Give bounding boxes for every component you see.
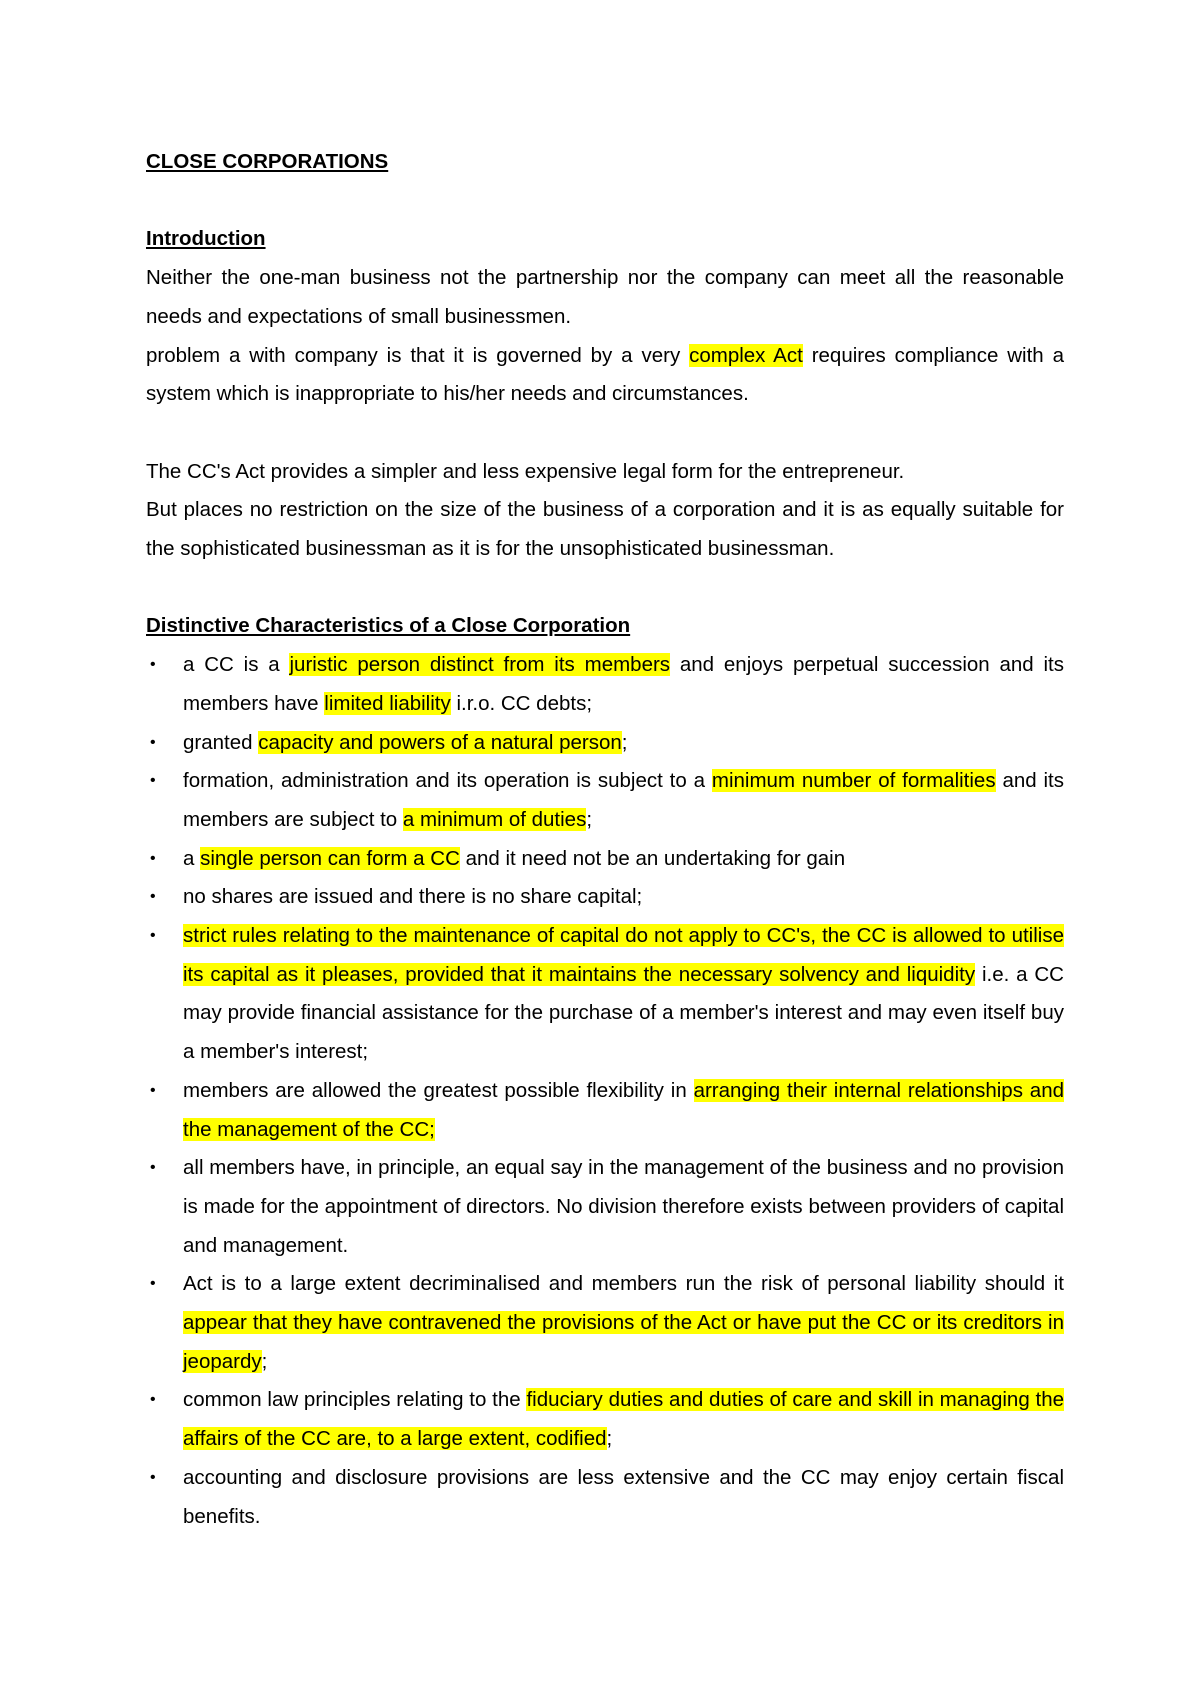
bullet-icon: • [150,656,156,674]
text-run: ; [606,1427,613,1451]
highlighted-text: arranging their internal relationships and the management of the CC; [183,1078,1064,1141]
highlighted-text: strict rules relating to the maintenance of capital do not apply to CC's, the CC is allowed to utilise its capital as it pleases, provided that it maintains the necessary solvency and liquidity [183,924,1064,986]
text-run: and enjoys perpetual succession and its members have [183,653,1065,715]
list-item [146,1459,1064,1536]
highlighted-text: minimum number of formalities [711,769,996,793]
bullet-icon: • [150,733,156,751]
document-title: CLOSE CORPORATIONS [146,150,389,173]
list-item [146,1381,1064,1458]
section-spacer [146,569,1064,608]
introduction-paragraph [146,453,1064,492]
list-item [146,1149,1064,1265]
introduction-paragraph [146,259,1064,336]
highlighted-text: appear that they have contravened the provisions of the Act or have put the CC or its creditors in jeopardy [183,1311,1064,1373]
text-run: Act is to a large extent decriminalised and members run the risk of personal liability should it [183,1272,1064,1296]
highlighted-text: capacity and powers of a natural person [258,730,622,754]
bullet-icon: • [150,772,156,790]
list-item [146,762,1064,839]
bullet-icon: • [150,927,156,945]
text-run: members are allowed the greatest possible flexibility in [183,1078,694,1102]
paragraph-spacer [146,414,1064,453]
bullet-icon: • [150,1159,156,1177]
introduction-paragraph [146,491,1064,568]
bullet-icon: • [150,1275,156,1293]
text-run: and it need not be an undertaking for gain [459,846,846,870]
list-item [146,646,1064,723]
text-run: requires compliance with a system which is inappropriate to his/her needs and circumstances. [146,343,1064,406]
text-run: problem a with company is that it is governed by a very [146,343,690,367]
text-run: a [183,846,201,870]
text-run: accounting and disclosure provisions are less extensive and the CC may enjoy certain fiscal benefits. [183,1465,1064,1528]
highlighted-text: limited liability [324,691,451,715]
bullet-icon: • [150,888,156,906]
text-run: formation, administration and its operation is subject to a [183,769,712,793]
highlighted-text: single person can form a CC [200,846,460,870]
list-item [146,1265,1064,1381]
bullet-icon: • [150,1391,156,1409]
list-item [146,724,1064,763]
text-run: Neither the one-man business not the partnership nor the company can meet all the reasonable needs and expectations of small businessmen. [146,266,1064,328]
text-run: ; [261,1349,268,1373]
bullet-icon: • [150,1468,156,1486]
list-item [146,840,1064,879]
highlighted-text: juristic person distinct from its members [289,653,671,677]
introduction-paragraph [146,337,1064,414]
text-run: i.r.o. CC debts; [450,691,593,715]
introduction-heading: Introduction [146,227,266,251]
text-run: The CC's Act provides a simpler and less expensive legal form for the entrepreneur. [146,459,905,483]
highlighted-text: a minimum of duties [402,807,587,831]
text-run: no shares are issued and there is no share capital; [183,885,643,909]
introduction-section [146,259,1064,569]
list-item [146,1072,1064,1149]
text-run: ; [586,807,593,831]
highlighted-text: complex Act [689,343,803,367]
list-item [146,878,1064,917]
text-run: common law principles relating to the [183,1388,527,1412]
characteristics-heading: Distinctive Characteristics of a Close Corporation [146,614,631,638]
text-run: a CC is a [183,653,290,677]
text-run: granted [183,730,259,754]
characteristics-list [146,646,1064,1536]
text-run: and its members are subject to [183,769,1064,831]
bullet-icon: • [150,1081,156,1099]
list-item [146,917,1064,1072]
highlighted-text: fiduciary duties and duties of care and skill in managing the affairs of the CC are, to a large extent, codified [183,1388,1064,1451]
bullet-icon: • [150,849,156,867]
text-run: i.e. a CC may provide financial assistance for the purchase of a member's interest and may even itself buy a member's interest; [183,962,1064,1064]
text-run: all members have, in principle, an equal say in the management of the business and no provision is made for the appointment of directors. No division therefore exists between providers of capital and management. [183,1156,1064,1257]
text-run: But places no restriction on the size of the business of a corporation and it is as equally suitable for the sophisticated businessman as it is for the unsophisticated businessman. [146,498,1064,560]
text-run: ; [621,730,628,754]
document-body [146,143,1064,1536]
